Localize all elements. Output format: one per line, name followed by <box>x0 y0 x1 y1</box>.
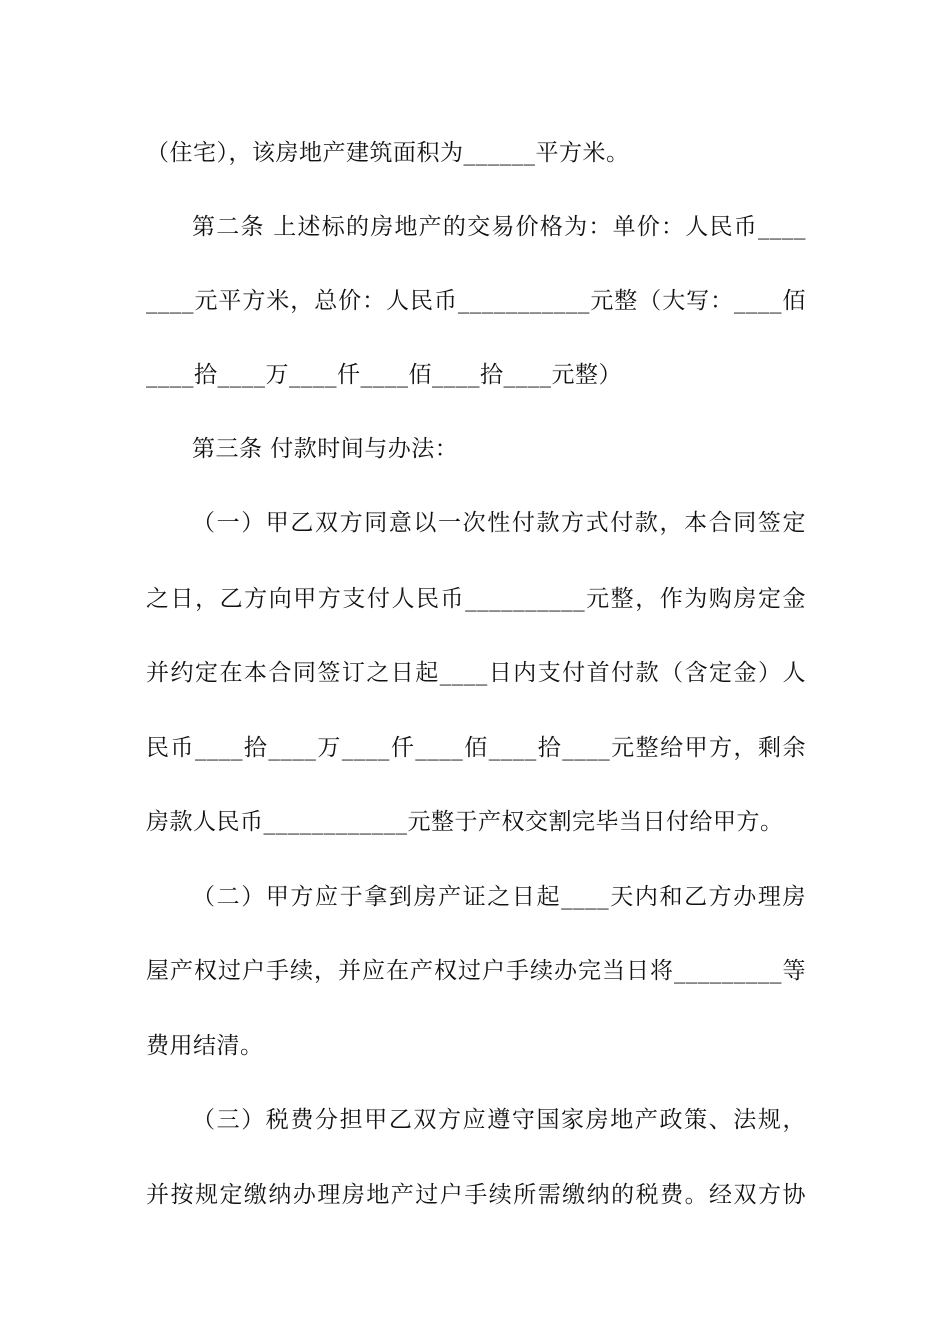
text-line-4: ____拾____万____仟____佰____拾____元整） <box>146 362 622 388</box>
text-line-15: 并按规定缴纳办理房地产过户手续所需缴纳的税费。经双方协 <box>146 1182 806 1208</box>
text-line-11: （二）甲方应于拿到房产证之日起____天内和乙方办理房 <box>192 884 806 910</box>
text-line-9: 民币____拾____万____仟____佰____拾____元整给甲方，剩余 <box>146 735 806 761</box>
text-line-5: 第三条 付款时间与办法： <box>192 436 459 462</box>
text-line-8: 并约定在本合同签订之日起____日内支付首付款（含定金）人 <box>146 660 806 686</box>
text-line-14: （三）税费分担甲乙双方应遵守国家房地产政策、法规， <box>192 1107 806 1133</box>
text-line-3: ____元平方米，总价：人民币___________元整（大写：____佰 <box>146 288 806 314</box>
text-line-6: （一）甲乙双方同意以一次性付款方式付款，本合同签定 <box>192 510 806 536</box>
text-line-13: 费用结清。 <box>146 1033 264 1059</box>
text-line-2: 第二条 上述标的房地产的交易价格为：单价：人民币____ <box>192 214 806 240</box>
text-line-12: 屋产权过户手续，并应在产权过户手续办完当日将_________等 <box>146 958 806 984</box>
text-line-7: 之日，乙方向甲方支付人民币__________元整，作为购房定金 <box>146 586 806 612</box>
text-line-10: 房款人民币____________元整于产权交割完毕当日付给甲方。 <box>146 809 784 835</box>
text-line-1: （住宅），该房地产建筑面积为______平方米。 <box>146 140 630 166</box>
